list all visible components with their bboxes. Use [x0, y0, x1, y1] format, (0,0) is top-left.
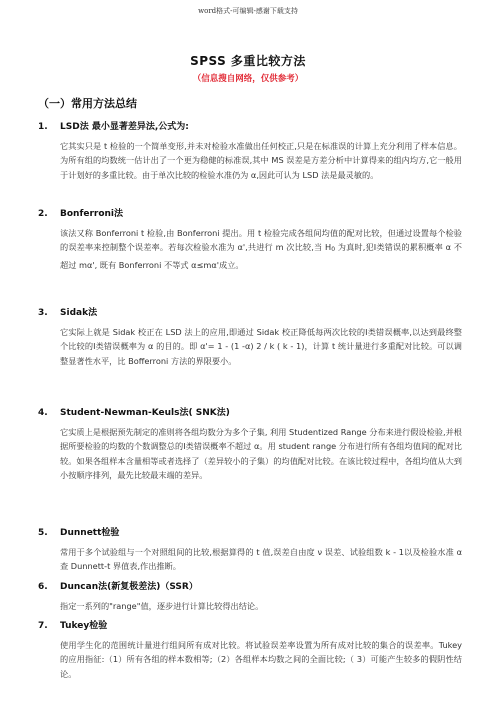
method-item-snk — [38, 407, 462, 482]
method-item-dunnett — [38, 527, 462, 574]
item-body: 它其实只是 t 检验的一个简单变形,并未对检验水准做出任何校正,只是在标准误的计算上充分利用了样本信息。为所有组的均数统一估计出了一个更为稳健的标准误,其中 MS 误差是方差分析中计算得来的组内均方,它一般用于计划好的多重比较。由于单次比较的检验水准仍为 α,因此可认为 LSD 法是最灵敏的。 — [60, 141, 462, 180]
item-body: 指定一系列的"range"值，逐步进行计算比较得出结论。 — [60, 601, 264, 611]
item-number: 5. — [38, 528, 48, 538]
item-heading — [38, 527, 462, 539]
item-heading — [38, 307, 462, 319]
item-body: 它实质上是根据预先制定的准则将各组均数分为多个子集, 利用 Studentized Range 分布来进行假设检验,并根据所要检验的均数的个数调整总的Ⅰ类错误概率不超过 α。用 student range 分布进行所有各组均值间的配对比较。如果各组样本含量相等或者选择了（差异较小的子集）的均值配对比较。在该比较过程中，各组均值从大到小按顺序排列，最先比较最末端的差异。 — [60, 427, 462, 480]
item-title: Sidak法 — [60, 308, 98, 318]
subscript-zero: 0 — [331, 246, 336, 254]
method-item-lsd — [38, 121, 462, 182]
header-note: word格式-可编辑-感谢下载支持 — [198, 7, 298, 15]
item-title: Dunnett检验 — [60, 528, 120, 538]
item-title: LSD法 最小显著差异法,公式为: — [60, 122, 189, 132]
item-heading — [38, 620, 462, 632]
method-item-duncan — [38, 581, 462, 613]
item-title: Student-Newman-Keuls法( SNK法) — [60, 408, 230, 418]
item-heading — [38, 581, 462, 593]
item-title: Bonferroni法 — [60, 209, 124, 219]
item-body-post: 为真时,犯Ⅰ类错误的累积概率 α 不超过 mα', 既有 Bonferroni 不等式 α≤mα'成立。 — [60, 242, 462, 270]
item-heading — [38, 208, 462, 220]
item-body: 它实际上就是 Sidak 校正在 LSD 法上的应用,即通过 Sidak 校正降低每两次比较的Ⅰ类错误概率,以达到最终整个比较的Ⅰ类错误概率为 α 的目的。即 α'= 1 - (1 -α) 2 / k ( k - 1)，计算 t 统计量进行多重配对比较。可以调整显著性水平，比 Bofferroni 方法的界限要小。 — [60, 327, 462, 366]
item-title: Duncan法(新复极差法)（SSR） — [60, 582, 198, 592]
page-title: SPSS 多重比较方法 — [190, 54, 306, 68]
method-item-sidak — [38, 307, 462, 368]
item-number: 3. — [38, 308, 48, 318]
item-number: 4. — [38, 408, 48, 418]
item-title: Tukey检验 — [60, 621, 108, 631]
item-number: 6. — [38, 582, 48, 592]
item-number: 2. — [38, 209, 48, 219]
item-body — [60, 226, 462, 272]
page-subtitle: （信息搜自网络，仅供参考） — [192, 74, 304, 84]
item-body-pre: 该法又称 Bonferroni t 检验,由 Bonferroni 提出。用 t 检验完成各组间均值的配对比较，但通过设置每个检验的误差率来控制整个误差率。若每次检验水准为 α',共进行 m 次比较,当 H — [60, 228, 462, 253]
item-heading — [38, 121, 462, 133]
section-title: （一）常用方法总结 — [38, 97, 137, 110]
item-number: 1. — [38, 122, 48, 132]
method-item-bonferroni — [38, 208, 462, 272]
item-body: 常用于多个试验组与一个对照组间的比较,根据算得的 t 值,误差自由度 ν 误差、试验组数 k - 1以及检验水准 α 查 Dunnett-t 界值表,作出推断。 — [60, 547, 462, 572]
item-number: 7. — [38, 621, 48, 631]
item-body: 使用学生化的范围统计量进行组间所有成对比较。将试验误差率设置为所有成对比较的集合的误差率。Tukey 的应用指征:（1）所有各组的样本数相等;（2）各组样本均数之间的全面比较;（ 3）可能产生较多的假阴性结论。 — [60, 640, 462, 679]
item-heading — [38, 407, 462, 419]
method-item-tukey — [38, 620, 462, 681]
